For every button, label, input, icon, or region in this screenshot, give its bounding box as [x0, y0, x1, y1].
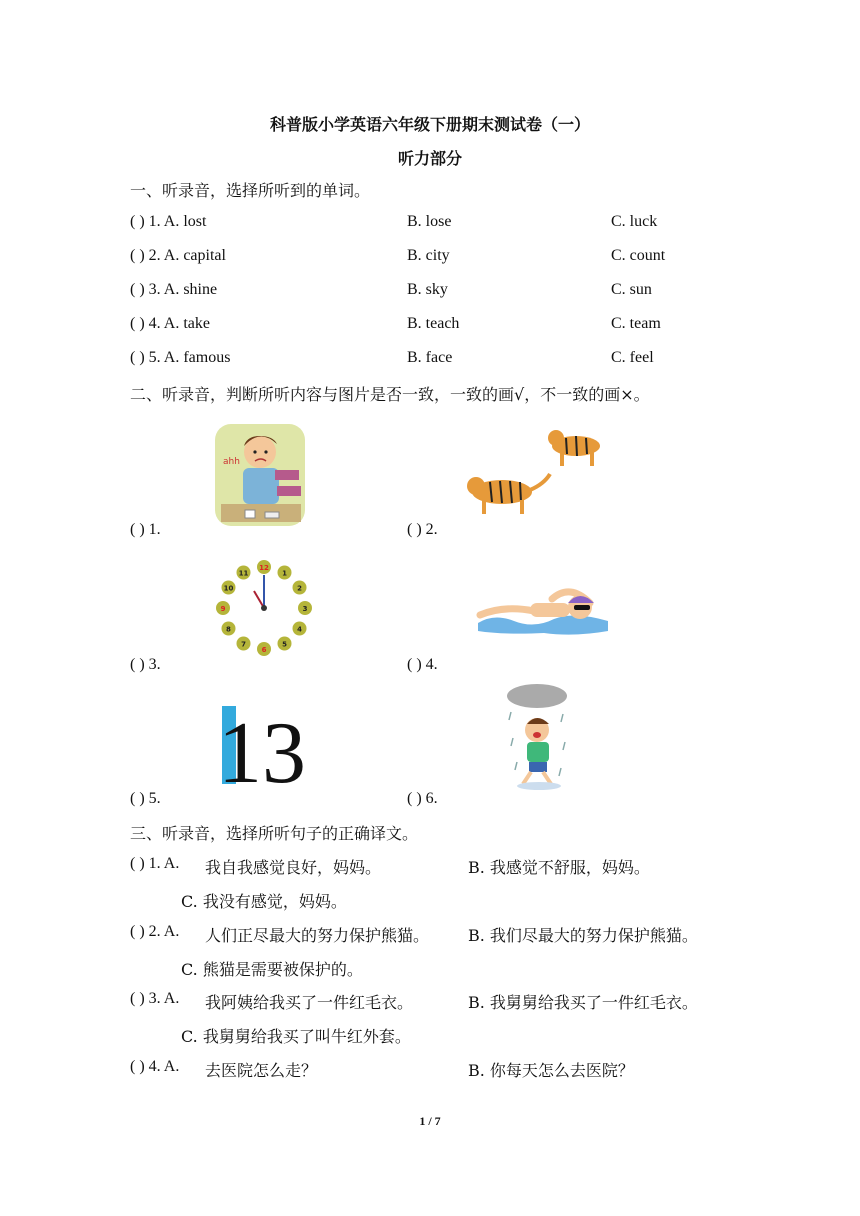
section-subtitle: 听力部分 [397, 149, 462, 168]
s2-item5-label: ( ) 5. [130, 790, 161, 807]
s3-item4-num: ( ) 4. A. [130, 1058, 180, 1075]
s3-item2-b: B. 我们尽最大的努力保护熊猫。 [468, 926, 698, 945]
clock-icon [214, 557, 314, 659]
s3-item2-c: C. 熊猫是需要被保护的。 [181, 960, 363, 979]
clock-number-2 [293, 581, 307, 595]
svg-text:3: 3 [302, 605, 308, 613]
s3-item2-num: ( ) 2. A. [130, 923, 180, 940]
s3-item4-b: B. 你每天怎么去医院？ [468, 1061, 634, 1080]
s1-item4-c: C. team [611, 315, 661, 332]
svg-text:9: 9 [220, 605, 226, 613]
section3-heading: 三、听录音，选择所听句子的正确译文。 [130, 824, 419, 843]
s1-item3-b: B. sky [407, 281, 448, 298]
s1-item5-a: ( ) 5. A. famous [130, 349, 231, 366]
s3-item1-num: ( ) 1. A. [130, 855, 180, 872]
svg-text:1: 1 [282, 569, 287, 578]
svg-text:7: 7 [241, 640, 246, 649]
s1-item2-b: B. city [407, 247, 450, 264]
s2-item6-label: ( ) 6. [407, 790, 438, 807]
sick-boy-icon [215, 424, 305, 526]
s3-item1-c: C. 我没有感觉，妈妈。 [181, 892, 347, 911]
svg-text:6: 6 [261, 646, 267, 654]
clock-number-12 [257, 560, 271, 574]
svg-text:ahh: ahh [223, 457, 240, 467]
clock-number-7 [237, 637, 251, 651]
clock-number-3 [298, 601, 312, 615]
number-13-icon [214, 700, 318, 788]
s3-item1-b: B. 我感觉不舒服，妈妈。 [468, 858, 650, 877]
number-13-text: 13 [218, 705, 306, 788]
clock-number-9 [216, 601, 230, 615]
s1-item3-a: ( ) 3. A. shine [130, 281, 218, 298]
page-title: 科普版小学英语六年级下册期末测试卷（一） [269, 115, 590, 134]
s1-item1-c: C. luck [611, 213, 658, 230]
s1-item4-b: B. teach [407, 315, 460, 332]
tigers-icon [466, 424, 608, 520]
section2-heading: 二、听录音，判断所听内容与图片是否一致，一致的画√，不一致的画×。 [130, 385, 650, 404]
rain-boy-icon [503, 682, 573, 792]
s3-item1-a: 我自我感觉良好，妈妈。 [205, 858, 382, 877]
svg-text:2: 2 [297, 584, 302, 593]
s2-item4-label: ( ) 4. [407, 656, 438, 673]
s3-item3-a: 我阿姨给我买了一件红毛衣。 [205, 993, 414, 1012]
svg-text:12: 12 [259, 564, 269, 572]
s2-item2-label: ( ) 2. [407, 521, 438, 538]
clock-number-4 [293, 622, 307, 636]
s1-item2-c: C. count [611, 247, 666, 264]
s1-item5-b: B. face [407, 349, 453, 366]
s3-item3-c: C. 我舅舅给我买了叫牛红外套。 [181, 1027, 411, 1046]
clock-number-6 [257, 642, 271, 656]
s1-item2-a: ( ) 2. A. capital [130, 247, 226, 264]
s1-item5-c: C. feel [611, 349, 654, 366]
s3-item4-a: 去医院怎么走？ [205, 1061, 318, 1080]
page-number: 1 / 7 [419, 1114, 441, 1128]
svg-text:10: 10 [223, 584, 234, 593]
swimmer-icon [474, 577, 612, 637]
clock-number-10 [221, 581, 235, 595]
s3-item2-a: 人们正尽最大的努力保护熊猫。 [205, 926, 430, 945]
clock-number-5 [278, 637, 292, 651]
svg-text:4: 4 [297, 625, 302, 634]
clock-number-11 [237, 565, 251, 579]
s3-item3-num: ( ) 3. A. [130, 990, 180, 1007]
section1-heading: 一、听录音，选择所听到的单词。 [130, 181, 371, 200]
s1-item1-a: ( ) 1. A. lost [130, 213, 207, 230]
s1-item3-c: C. sun [611, 281, 652, 298]
clock-number-8 [221, 622, 235, 636]
s2-item3-label: ( ) 3. [130, 656, 161, 673]
svg-text:5: 5 [282, 640, 287, 649]
s1-item1-b: B. lose [407, 213, 452, 230]
s2-item1-label: ( ) 1. [130, 521, 161, 538]
s3-item3-b: B. 我舅舅给我买了一件红毛衣。 [468, 993, 698, 1012]
svg-text:8: 8 [226, 625, 231, 634]
clock-number-1 [278, 565, 292, 579]
s1-item4-a: ( ) 4. A. take [130, 315, 210, 332]
svg-text:11: 11 [238, 569, 249, 578]
